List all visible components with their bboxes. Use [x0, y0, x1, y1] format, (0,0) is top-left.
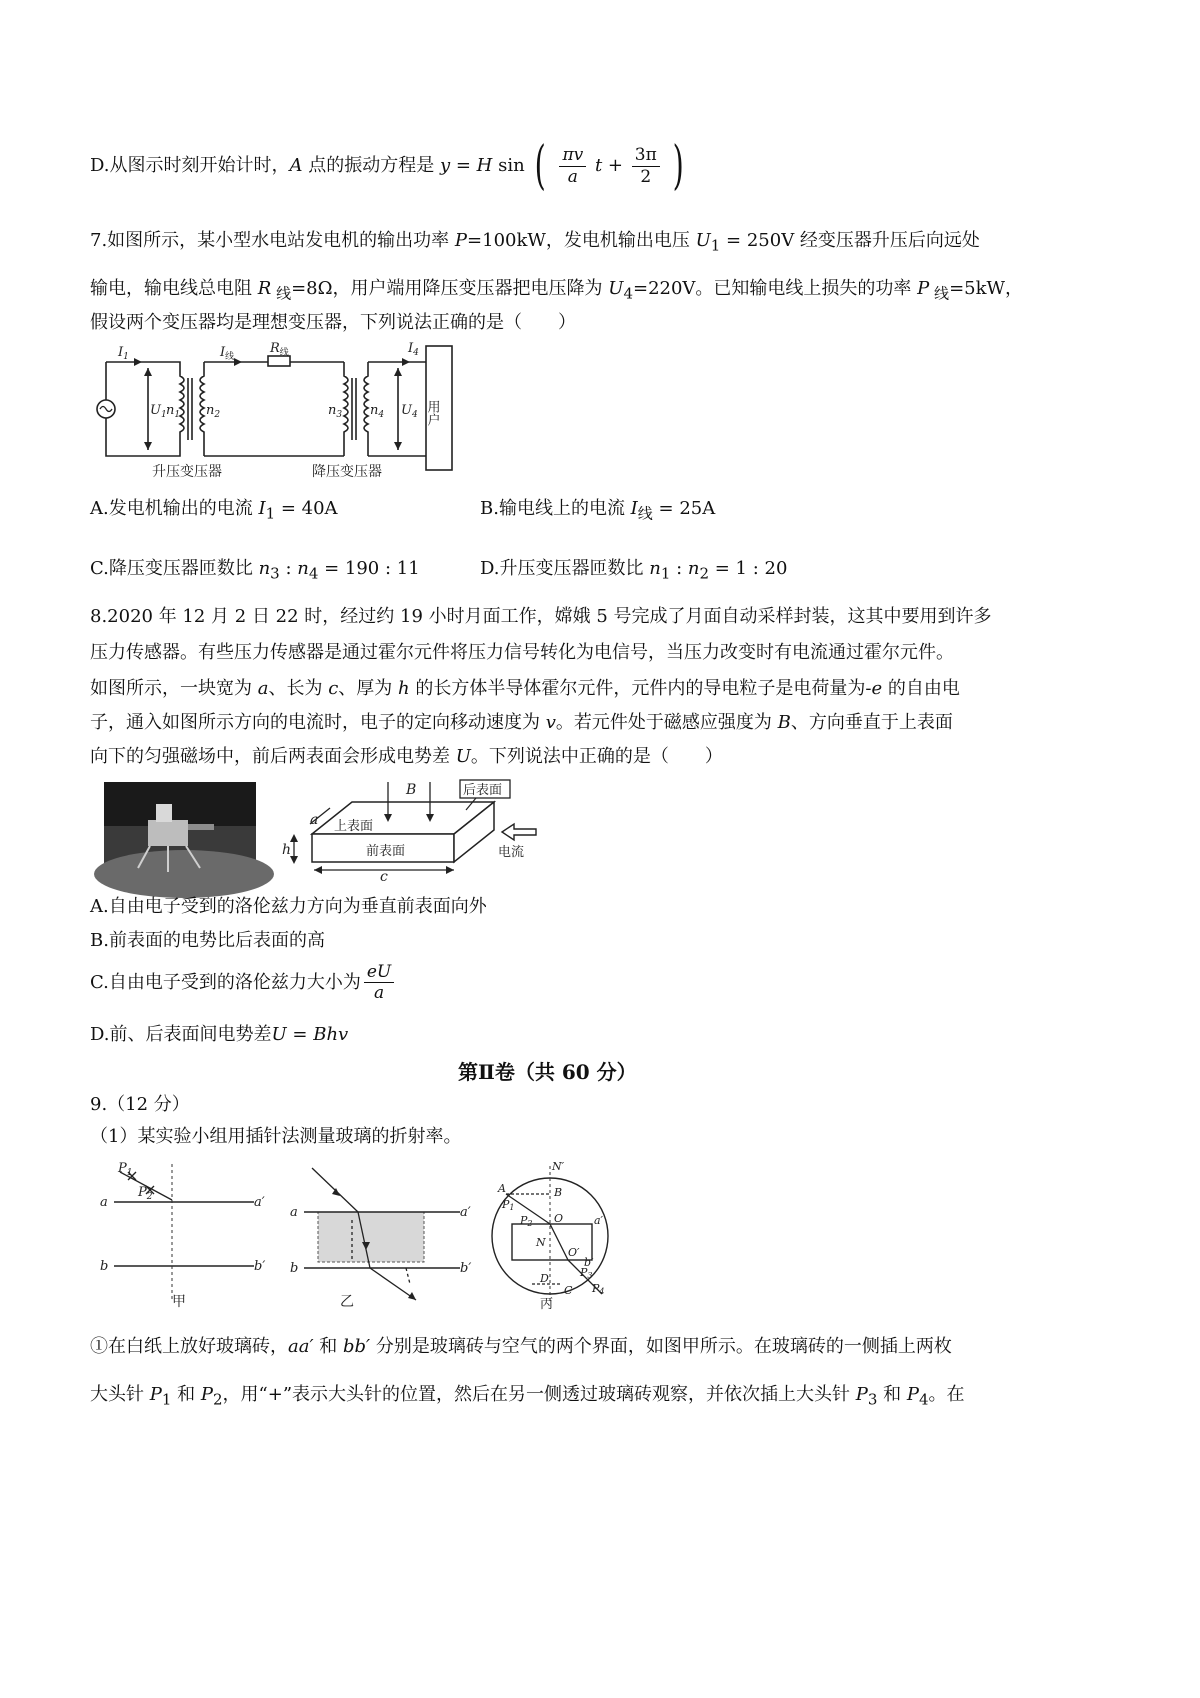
lunar-lander-photo	[104, 782, 256, 882]
label-c: c	[380, 869, 388, 885]
svg-text:b: b	[100, 1259, 109, 1274]
label-n3: $n_3$	[328, 403, 343, 420]
q7-option-c: C.降压变压器匝数比 $n_3$ : $n_4 = 190$ : 11	[90, 558, 420, 583]
svg-text:A: A	[498, 1182, 506, 1195]
label-n2: $n_2$	[206, 403, 221, 420]
left-paren: (	[534, 136, 547, 196]
q9-sub-1: （1）某实验小组用插针法测量玻璃的折射率。	[90, 1126, 462, 1147]
generator-icon	[97, 400, 115, 418]
right-paren: )	[673, 136, 685, 196]
label-user: 用户	[424, 400, 440, 426]
svg-text:a′: a′	[594, 1214, 604, 1227]
svg-text:甲: 甲	[172, 1294, 186, 1310]
q7-option-a: A.发电机输出的电流 $I_1 = 40A$	[90, 498, 338, 523]
q9-heading: 9.（12 分）	[90, 1094, 190, 1115]
svg-text:O: O	[554, 1212, 564, 1225]
q8-option-d: D.前、后表面间电势差U = Bhv	[90, 1024, 349, 1045]
label-current: 电流	[498, 845, 525, 860]
svg-text:O′: O′	[568, 1246, 580, 1259]
q7-line-2: 输电，输电线总电阻 R $_线$=8Ω，用户端用降压变压器把电压降为 $U_4=220V$。已知输电线上损失的功率 P $_线$=5kW，	[90, 278, 1024, 303]
q8-option-c: C.自由电子受到的洛伦兹力大小为 $\frac{eU}{a}$	[90, 962, 397, 1004]
q9-paragraph-line-2: 大头针 $P_1$ 和 $P_2$，用“+”表示大头针的位置，然后在另一侧透过玻璃砖观察，并依次插上大头针 $P_3$ 和 $P_4$。在	[90, 1384, 965, 1409]
svg-text:a: a	[100, 1195, 108, 1210]
svg-text:N: N	[536, 1236, 546, 1249]
q8-line-4: 子，通入如图所示方向的电流时，电子的定向移动速度为 v。若元件处于磁感应强度为 B、方向垂直于上表面	[90, 712, 953, 733]
label-top-surface: 上表面	[334, 819, 374, 834]
refraction-figure-jia	[92, 1160, 266, 1310]
q7-option-d: D.升压变压器匝数比 $n_1$ : $n_2 = 1$ : 20	[480, 558, 788, 583]
label-I1: $I_1$	[118, 345, 129, 362]
transmission-circuit-diagram	[92, 338, 460, 480]
svg-text:P2: $P_2$	[138, 1185, 153, 1202]
part-2-title: 第Ⅱ卷（共 60 分）	[458, 1060, 637, 1084]
q7-line-3: 假设两个变压器均是理想变压器，下列说法正确的是（ ）	[90, 312, 576, 333]
refraction-figure-yi	[284, 1160, 474, 1310]
svg-text:a′: a′	[254, 1195, 265, 1210]
svg-text:b′: b′	[460, 1261, 472, 1276]
label-B: B	[406, 782, 417, 798]
q8-line-5: 向下的匀强磁场中，前后两表面会形成电势差 U。下列说法中正确的是（ ）	[90, 746, 723, 767]
label-n4: $n_4$	[370, 403, 385, 420]
svg-text:丙: 丙	[540, 1297, 554, 1312]
fraction-eU-over-a: $\frac{eU}{a}$	[364, 962, 394, 1004]
svg-text:P1: $P_1$	[118, 1161, 133, 1178]
label-R-line: $R_线$	[270, 341, 289, 358]
svg-text:B: B	[554, 1186, 563, 1199]
fraction-pi-v-over-a: $\frac{\pi v}{a}$	[559, 145, 586, 187]
svg-text:N′: N′	[552, 1160, 565, 1173]
svg-text:a: a	[290, 1205, 298, 1220]
svg-text:D: D	[540, 1272, 549, 1285]
svg-text:P4: P4	[592, 1282, 605, 1296]
label-back-surface: 后表面	[463, 783, 503, 798]
q8-line-1: 8.2020 年 12 月 2 日 22 时，经过约 19 小时月面工作，嫦娥 5 号完成了月面自动采样封装，这其中要用到许多	[90, 606, 992, 627]
label-I4: $I_4$	[408, 341, 419, 358]
svg-text:b: b	[290, 1261, 299, 1276]
q9-paragraph-line-1: ①在白纸上放好玻璃砖，aa′ 和 bb′ 分别是玻璃砖与空气的两个界面，如图甲所示。在玻璃砖的一侧插上两枚	[90, 1336, 952, 1357]
svg-text:C: C	[564, 1284, 573, 1297]
q8-option-a: A.自由电子受到的洛伦兹力方向为垂直前表面向外	[90, 896, 487, 917]
q6-option-d: D.从图示时刻开始计时，A 点的振动方程是 y = H sin ( $\frac{\pi v}{a}$ t + $\frac{3\pi}{2}$ )	[90, 136, 685, 196]
label-front-surface: 前表面	[366, 844, 406, 859]
q8-line-2: 压力传感器。有些压力传感器是通过霍尔元件将压力信号转化为电信号，当压力改变时有电流通过霍尔元件。	[90, 642, 954, 663]
hall-element-diagram	[280, 778, 542, 885]
q7-line-1: 7.如图所示，某小型水电站发电机的输出功率 P=100kW，发电机输出电压 $U_1 = 250V$ 经变压器升压后向远处	[90, 230, 980, 255]
label-I-line: $I_线$	[220, 345, 235, 362]
q7-option-b: B.输电线上的电流 $I_线 = 25A$	[480, 498, 716, 523]
svg-text:b′: b′	[584, 1256, 594, 1269]
fraction-3pi-over-2: $\frac{3\pi}{2}$	[632, 145, 660, 187]
label-U4: $U_4$	[401, 403, 418, 420]
svg-text:a′: a′	[460, 1205, 471, 1220]
label-U1: $U_1$	[150, 403, 167, 420]
svg-text:P2: P2	[520, 1214, 533, 1228]
current-arrow-icon	[502, 824, 536, 840]
q8-option-b: B.前表面的电势比后表面的高	[90, 930, 325, 951]
label-step-down: 降压变压器	[312, 464, 382, 480]
label-a: a	[310, 812, 319, 828]
label-h: h	[282, 842, 292, 858]
label-step-up: 升压变压器	[152, 464, 222, 480]
svg-text:b′: b′	[254, 1259, 266, 1274]
q8-line-3: 如图所示，一块宽为 a、长为 c、厚为 h 的长方体半导体霍尔元件，元件内的导电粒子是电荷量为-e 的自由电	[90, 678, 960, 699]
svg-text:P3: P3	[580, 1266, 593, 1280]
refraction-figure-bing	[484, 1160, 624, 1310]
svg-text:P1: P1	[502, 1198, 515, 1212]
label-n1: $n_1$	[166, 403, 181, 420]
svg-text:乙: 乙	[340, 1294, 354, 1310]
